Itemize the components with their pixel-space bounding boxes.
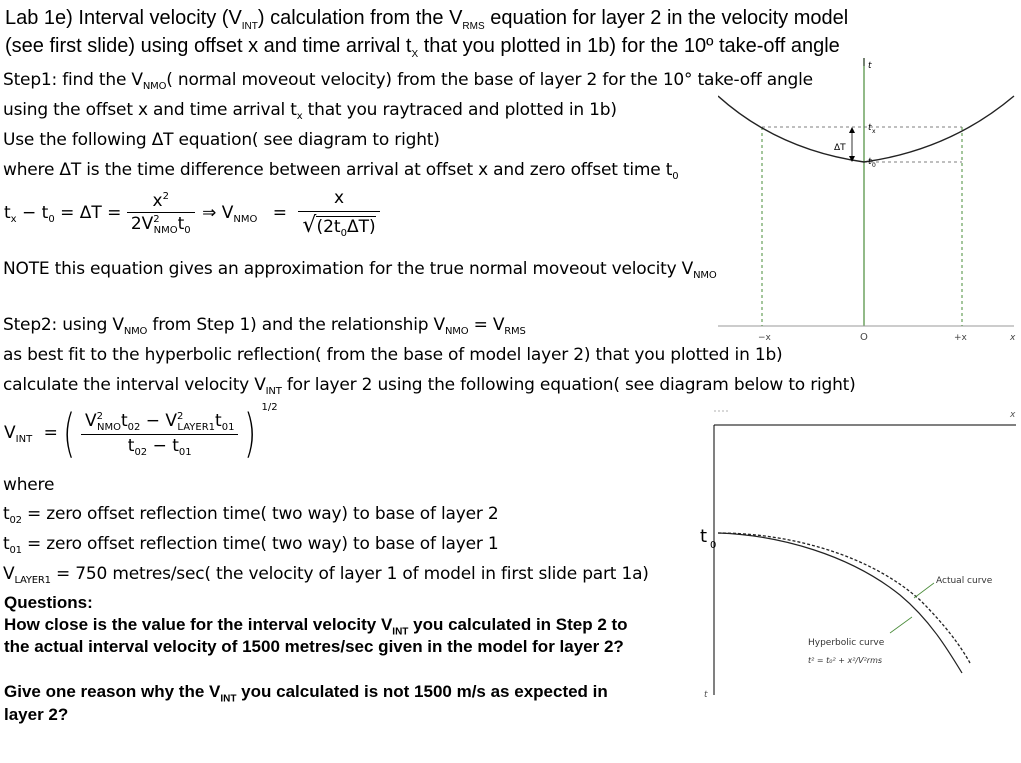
page-title-line2: (see first slide) using offset x and time arrival $t_X$ that you plotted in 1b) for the 10º take-off angle: [5, 35, 840, 60]
step2-line2: as best fit to the hyperbolic reflection( from the base of model layer 2) that you plotted in 1b): [3, 345, 783, 365]
hyper-leader-line: [890, 617, 912, 633]
tx-sub-label: x: [872, 128, 876, 135]
t0-sub-label: 0: [710, 540, 717, 551]
neg-x-label: −x: [758, 333, 771, 343]
t-axis-label: t: [868, 61, 872, 71]
hyperbolic-curve-label: Hyperbolic curve: [808, 638, 885, 648]
question-2-line2: layer 2?: [4, 705, 69, 724]
t02-definition: $t_{02}$ = zero offset reflection time( two way) to base of layer 2: [3, 504, 499, 526]
step1-line3: Use the following ΔT equation( see diagram to right): [3, 130, 440, 150]
page-title-line1: Lab 1e) Interval velocity $(V_{INT})$ calculation from the $V_{RMS}$ equation for layer 2 in the velocity model: [5, 7, 849, 32]
t0-label: t: [868, 157, 872, 167]
nmo-diagram: [718, 58, 1018, 348]
t-axis-label: t: [704, 690, 708, 700]
x-axis-label: x: [1010, 333, 1016, 343]
t0-sub-label: 0: [872, 162, 876, 169]
delta-t-label: ΔT: [834, 143, 846, 153]
delta-t-equation: $t_x - t_0 = \Delta T$ = $\frac{x^2}{2V^2_{NMO}t_0}$ ⇒ $V_{NMO}$ = $\frac{x}{√(2t_0\Delta T)}$: [4, 188, 380, 239]
step1-line4: where ΔT is the time difference between arrival at offset x and zero offset time $t_0$: [3, 160, 679, 182]
questions-heading: Questions:: [4, 593, 93, 612]
actual-curve: [718, 533, 962, 673]
vint-equation: $V_{INT}$ = ( $\frac{V^2_{NMO}t_{02} - V^2_{LAYER1}t_{01}}{t_{02} - t_{01}}$ ) 1/2: [4, 402, 278, 464]
hyperbolic-diagram: [700, 405, 1018, 705]
hyperbolic-equation: t² = t₀² + x²/V²rms: [808, 656, 883, 665]
question-1-line1: How close is the value for the interval velocity $V_{INT}$ you calculated in Step 2 to: [4, 615, 628, 638]
pos-x-label: +x: [954, 333, 967, 343]
origin-label: O: [860, 332, 868, 343]
t01-definition: $t_{01}$ = zero offset reflection time( two way) to base of layer 1: [3, 534, 499, 556]
delta-t-arrow-head-up: [849, 127, 855, 133]
where-label: where: [3, 475, 55, 495]
step2-line1: Step2: using $V_{NMO}$ from Step 1) and the relationship $V_{NMO} = V_{RMS}$: [3, 315, 526, 337]
step1-line1: Step1: find the $V_{NMO}$( normal moveout velocity) from the base of layer 2 for the 10° take-off angle: [3, 70, 813, 92]
question-1-line2: the actual interval velocity of 1500 metres/sec given in the model for layer 2?: [4, 637, 624, 656]
actual-curve-label: Actual curve: [936, 576, 993, 586]
question-2-line1: Give one reason why the $V_{INT}$ you calculated is not 1500 m/s as expected in: [4, 682, 608, 705]
actual-leader-line: [914, 583, 934, 598]
note-line: NOTE this equation gives an approximation for the true normal moveout velocity $V_{NMO}$: [3, 259, 717, 281]
vlayer1-definition: $V_{LAYER1} = 750$ metres/sec( the velocity of layer 1 of model in first slide part 1a): [3, 564, 649, 586]
t0-label: t: [700, 526, 708, 547]
tx-label: t: [868, 123, 872, 133]
step1-line2: using the offset x and time arrival $t_x$ that you raytraced and plotted in 1b): [3, 100, 617, 122]
step2-line3: calculate the interval velocity $V_{INT}$ for layer 2 using the following equation( see diagram below to right): [3, 375, 856, 397]
x-axis-label: x: [1010, 410, 1016, 420]
